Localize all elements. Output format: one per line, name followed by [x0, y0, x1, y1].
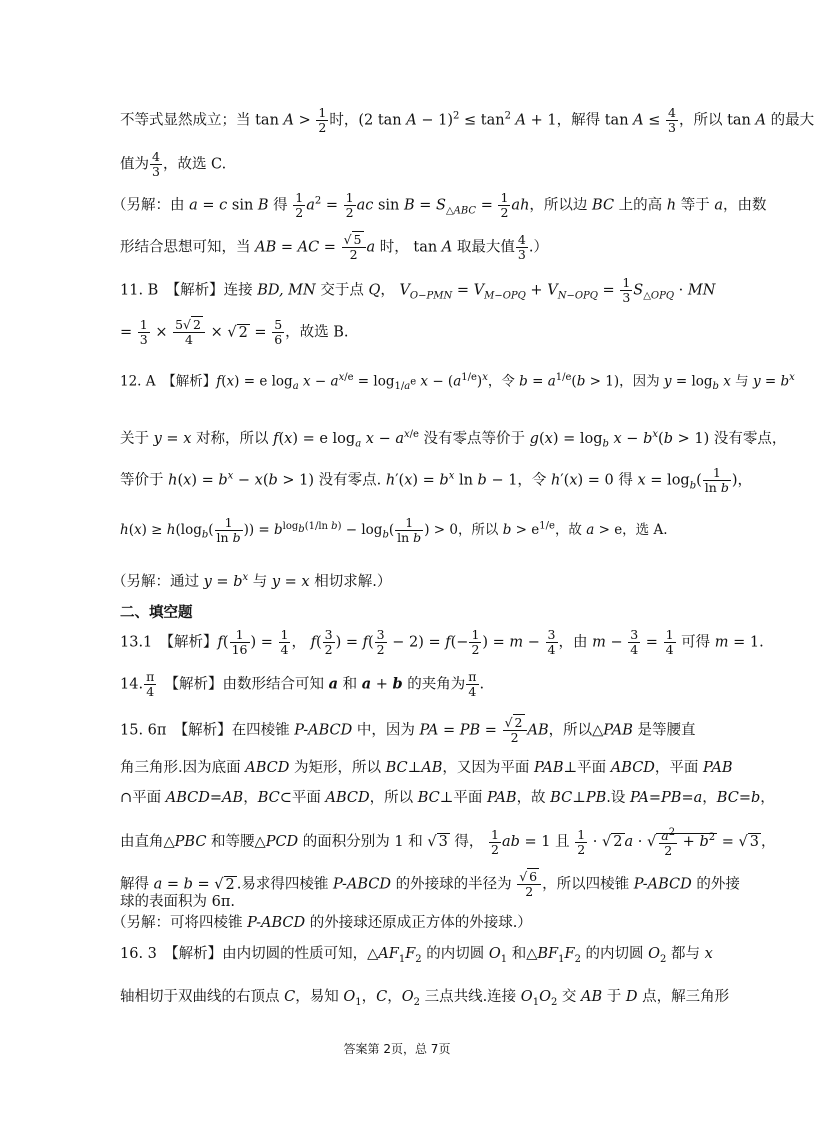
text-line-14: 14. $\frac{\pi}{4}$ 【解析】由数形结合可知 a 和 a + b 的夹角为 $\frac{\pi}{4}$ .	[120, 669, 485, 699]
text-line-3: （另解：由 a = c sin B 得 $\frac{1}{2}$ $a^2$ = $\frac{1}{2}$ ac $\sin B = S_{\triangle ABC}$ = $\frac{1}{2}$ ah，所以边 BC 上的高 h 等于 a，由数	[112, 190, 767, 220]
text-line-1: 不等式显然成立；当 tan A > $\frac{1}{2}$ 时，(2 $\tan A - 1)^2 \le \tan^2 A + 1$，解得 tan A ≤ $\frac{4}{3}$ ，所以 tan A 的最大	[120, 105, 814, 135]
text-line-20: 球的表面积为 6π.	[120, 894, 235, 910]
text-line-9: 等价于 $h(x) = b^x - x(b > 1)$ 没有零点. $h'(x) = b^x$ ln b − 1，令 h′(x) = 0 得 $x = \log_b$( $\frac{1}{\text{ln b}}$ )，	[120, 465, 753, 495]
text-line-16: 角三角形.因为底面 ABCD 为矩形，所以 BC⊥AB，又因为平面 PAB⊥平面 ABCD，平面 PAB	[120, 760, 733, 776]
text-line-17: ∩平面 ABCD=AB，BC⊂平面 ABCD，所以 BC⊥平面 PAB，故 BC⊥PB.设 PA=PB=a，BC=b，	[120, 790, 775, 806]
section-heading: 二、填空题	[120, 605, 193, 621]
text-line-8: 关于 y = x 对称，所以 f(x) = e $\log_a x - a^{x/e}$ 没有零点等价于 $g(x) = \log_b x - b^x(b > 1)$ 没有零点，	[120, 429, 787, 450]
text-line-18: 由直角△PBC 和等腰△PCD 的面积分别为 1 和 √ 3 得， $\frac{1}{2}$ ab = 1 且 $\frac{1}{2}$ · √ 2 a · √ $\frac{a^2}{2}$ + $b^2$ = √ 3 ，	[120, 826, 776, 859]
text-line-13: 13.1 【解析】f( $\frac{1}{16}$ ) = $\frac{1}{4}$ ， f( $\frac{3}{2}$ ) = f( $\frac{3}{2}$ − 2) = f(− $\frac{1}{2}$ ) = m − $\frac{3}{4}$ ，由 m − $\frac{3}{4}$ = $\frac{1}{4}$ 可得 m = 1.	[120, 627, 764, 657]
text-line-23: 轴相切于双曲线的右顶点 C，易知 $O_1$，C，$O_2$ 三点共线.连接 $O_1O_2$ 交 AB 于 D 点，解三角形	[120, 989, 730, 1008]
text-line-5: 11. B 【解析】连接 BD, MN 交于点 Q， $V_{O-PMN} = V_{M-OPQ} + V_{N-OPQ}$ = $\frac{1}{3}$ $S_{\triangle OPQ}$ · MN	[120, 275, 716, 305]
text-line-6: = $\frac{1}{3}$ × $\frac{5√ 2}{4}$ × √ 2 = $\frac{5}{6}$ ，故选 B.	[120, 317, 349, 347]
page-footer: 答案第 2页，总 7页	[343, 1042, 451, 1056]
text-line-10: $h(x) \ge h(\log_b$( $\frac{1}{\text{ln b}}$ )) = $b^{log_b(1/ln b)} - \log_b$( $\frac{1}{\text{ln b}}$ ) > 0，所以 $b > e^{1/e}$，故 a > e，选 A.	[120, 515, 668, 545]
text-line-11: （另解：通过 $y = b^x$ 与 y = x 相切求解.）	[112, 572, 392, 590]
text-line-21: （另解：可将四棱锥 P-ABCD 的外接球还原成正方体的外接球.）	[112, 915, 532, 931]
text-line-2: 值为 $\frac{4}{3}$ ，故选 C.	[120, 149, 227, 179]
text-line-4: 形结合思想可知，当 AB = AC = $\frac{√ 5}{2}$ a 时， tan A 取最大值 $\frac{4}{3}$ .）	[120, 232, 548, 262]
text-line-15: 15. 6π 【解析】在四棱锥 P-ABCD 中，因为 PA = PB = $\frac{√ 2}{2}$ AB，所以△PAB 是等腰直	[120, 715, 696, 745]
text-line-22: 16. 3 【解析】由内切圆的性质可知，$\triangle AF_1F_2$ 的内切圆 $O_1$ 和$\triangle BF_1F_2$ 的内切圆 $O_2$ 都与 x	[120, 946, 713, 965]
text-line-19: 解得 a = b = √ 2 .易求得四棱锥 P-ABCD 的外接球的半径为 $\frac{√ 6}{2}$ ，所以四棱锥 P-ABCD 的外接	[120, 869, 740, 899]
text-line-7: 12. A 【解析】f(x) = e $\log_a x - a^{x/e} = \log_{1/a^e} x - (a^{1/e})^x$，令 $b = a^{1/e}(b > 1)$，因为 $y = \log_b x$ 与 $y = b^x$	[120, 372, 795, 393]
